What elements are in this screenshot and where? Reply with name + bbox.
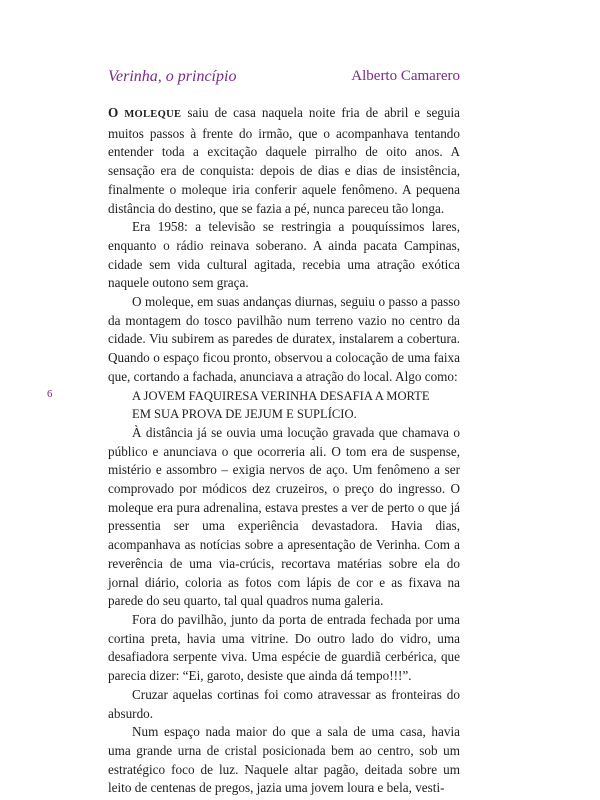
- paragraph-1: [108, 104, 460, 218]
- lead-in-capital: O: [108, 105, 119, 120]
- paragraph-6: Cruzar aquelas cortinas foi como atravessar as fronteiras do absurdo.: [108, 686, 460, 721]
- body-text: [108, 104, 460, 798]
- banner-line-2: EM SUA PROVA DE JEJUM E SUPLÍCIO.: [132, 407, 357, 422]
- book-title: Verinha, o princípio: [108, 68, 237, 85]
- paragraph-2: Era 1958: a televisão se restringia a pouquíssimos lares, enquanto o rádio reinava soberano. A ainda pacata Campinas, cidade sem vida cultural agitada, recebia uma atração exótica naquele outono sem graça.: [108, 219, 460, 291]
- paragraph-7: Num espaço nada maior do que a sala de uma casa, havia uma grande urna de cristal posicionada bem ao centro, sob um estratégico foco de luz. Naquele altar pagão, deitada sobre um leito de centenas de pregos, jazia uma jovem loura e bela, vesti-: [108, 724, 460, 796]
- page-number: 6: [47, 388, 53, 400]
- lead-in: [108, 105, 181, 120]
- paragraph-3: O moleque, em suas andanças diurnas, seguiu o passo a passo da montagem do tosco pavilhão num terreno vazio no centro da cidade. Viu subirem as paredes de duratex, instalarem a cobertura. Quando o espaço ficou pronto, observou a colocação de uma faixa que, cortando a fachada, anunciava a atração do local. Algo como:: [108, 294, 460, 384]
- paragraph-1-text: saiu de casa naquela noite fria de abril e seguia muitos passos à frente do irmão, que o acompanhava tentando entender toda a excitação daquele pirralho de oito anos. A sensação era de conquista: depois de dias e dias de insistência, finalmente o moleque iria conferir aquele fenômeno. A pequena distância do destino, que se fazia a pé, nunca pareceu tão longa.: [108, 105, 461, 216]
- author-name: Alberto Camarero: [351, 68, 460, 84]
- running-header: [108, 68, 460, 92]
- lead-in-smallcaps: MOLEQUE: [124, 109, 182, 120]
- paragraph-5: Fora do pavilhão, junto da porta de entrada fechada por uma cortina preta, havia uma vitrine. Do outro lado do vidro, uma desafiadora serpente viva. Uma espécie de guardiã cerbérica, que parecia dizer: “Ei, garoto, desiste que ainda dá tempo!!!”.: [108, 611, 460, 684]
- banner-line-1: A JOVEM FAQUIRESA VERINHA DESAFIA A MORTE: [132, 388, 430, 403]
- banner-quote: [132, 387, 460, 424]
- paragraph-4: À distância já se ouvia uma locução gravada que chamava o público e anunciava o que ocorreria ali. O tom era de suspense, mistério e assombro – exigia nervos de aço. Um fenômeno a ser comprovado por módicos dez cruzeiros, o preço do ingresso. O moleque era pura adrenalina, estava prestes a ver de perto o que já pressentia ser uma experiência devastadora. Havia dias, acompanhava as notícias sobre a apresentação de Verinha. Com a reverência de uma via-crúcis, recortava matérias sobre ela do jornal diário, coloria as fotos com lápis de cor e as fixava na parede do seu quarto, tal qual quadros numa galeria.: [108, 424, 460, 609]
